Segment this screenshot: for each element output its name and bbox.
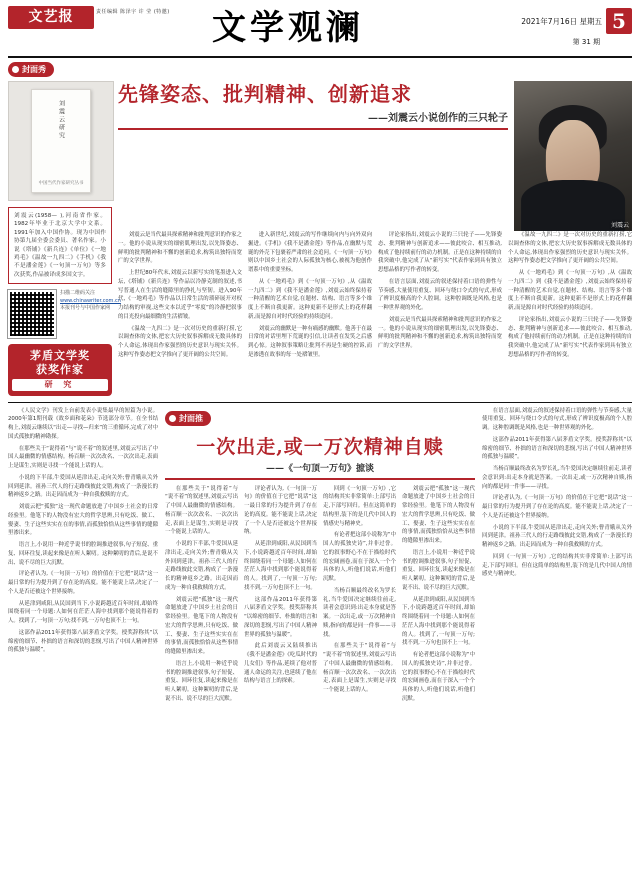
top-article-main xyxy=(118,81,632,396)
dot-icon xyxy=(169,415,176,422)
paragraph: 从延津到咸阳,从民国到当下,小说跨越近百年时间,却始终围绕着同一个母题:人如何在茫茫人海中找到那个能说得着的人。找到了,一句顶一万句;找不到,一万句也顶不上一句。 xyxy=(402,596,475,647)
page-title: 文学观澜 xyxy=(212,8,364,48)
photo-caption: 刘震云 xyxy=(610,222,629,229)
paragraph: 在语言层面,刘震云的叙述保持着口语的弹性与节奏感,大量使用重复、回环与绕口令式的句式,形成了辨识度极高的个人腔调。这种腔调既是风格,也是一种世界观的外化。 xyxy=(378,278,502,311)
paragraph: 评论者认为,《一句顶一万句》的价值在于它把“说话”这一最日常的行为提升到了存在论的高度。能不能说上话,决定了一个人是否还被这个世界接纳。 xyxy=(8,571,158,595)
left-rail xyxy=(8,81,121,396)
paragraph: 此后刘震云又陆续推出《我不是潘金莲》《吃瓜时代的儿女们》等作品,延续了他对普通人命运的关注,也延续了他在结构与语言上的探索。 xyxy=(244,643,317,685)
paragraph: 小说的下半部,牛爱国从延津出走,走向关外;曹青娥从关外回到延津。祖孙三代人的行走路线彼此交错,构成了一条漫长的精神返乡之路。出走因而成为一种自我救赎的方式。 xyxy=(8,474,158,499)
bottom-headline: 一次出走,或一万次精神自赎 xyxy=(196,435,444,458)
qr-line-1: 扫描二维码关注 xyxy=(60,290,96,297)
masthead xyxy=(8,6,632,58)
portrait-body xyxy=(521,180,625,231)
bottom-column-2 xyxy=(244,485,317,687)
qr-website-link[interactable]: www.chinawriter.com.cn xyxy=(60,297,121,304)
paragraph: 评论者认为,《一句顶一万句》的价值在于它把“说话”这一最日常的行为提升到了存在论的高度。能不能说上话,决定了一个人是否还被这个世界接纳。 xyxy=(482,495,632,519)
qr-code-icon[interactable] xyxy=(8,290,56,338)
section-tag-bottom xyxy=(165,411,211,426)
accent-rule-bottom xyxy=(165,478,475,480)
section-tag-top-label: 封面秀 xyxy=(22,65,46,74)
top-body-columns xyxy=(118,231,632,363)
page-number-badge: 5 xyxy=(606,8,632,34)
award-badge-line-2: 获奖作家 xyxy=(36,362,84,376)
paragraph: 《温故一九四二》是一次对历史的重新打捞,它以调查体的文体,把宏大历史叙事拆解成无数具体的个人命运,体现出作家强烈的历史意识与现实关怀。这种写作姿态把文学推向了更开阔的公共空间。 xyxy=(118,325,242,358)
bottom-column-3 xyxy=(323,485,396,695)
bottom-intro-text xyxy=(8,407,158,656)
bottom-subhead: ——《一句顶一万句》摭谈 xyxy=(265,463,374,474)
body-column-4 xyxy=(508,231,632,360)
paragraph: 刘震云是当代最具探索精神和批判意识的作家之一。他的小说从现实的细密肌理出发,以先锋姿态、鲜明的批判精神和不懈的创新追求,构筑出独特而宽广的文学世界。 xyxy=(118,232,243,265)
paragraph: 当杨百顺最终改名为罗长礼,当牛爱国决定继续往前走,读者会意识到:出走本身就是答案。一次出走,或一万次精神自赎,指向的都是同一件事——寻找。 xyxy=(323,587,396,638)
bottom-column-1 xyxy=(165,485,238,704)
section-tag-top xyxy=(8,62,54,77)
bottom-left-column xyxy=(8,407,158,707)
award-badge-line-1: 茅盾文学奖 xyxy=(30,349,90,363)
paragraph: 《人民文学》刊发上台前发表小说集最早的短篇为小说。2000年第1期刊载《故乡面和花朵》节选部分章节。在全书结构上,刘震云继续以“出走—寻找—归来”的三重循环,完成了对中国式孤独的精神勘探。 xyxy=(8,407,158,440)
bottom-main-column xyxy=(165,407,475,707)
paragraph: 《温故一九四二》是一次对历史的重新打捞,它以调查体的文体,把宏大历史叙事拆解成无数具体的个人命运,体现出作家强烈的历史意识与现实关怀。这种写作姿态把文学推向了更开阔的公共空间。 xyxy=(508,232,632,265)
paragraph: 刘震云的幽默是一种有痛感的幽默。他善于在最日常的对话里埋下荒诞的引信,让读者在发笑之后感到心惊。这种叙事策略让批判不再是生硬的控诉,而是渗透在故事的每一处褶皱里。 xyxy=(248,325,373,358)
body-column-1 xyxy=(118,231,242,360)
paragraph: 刘震云是当代最具探索精神和批判意识的作家之一。他的小说从现实的细密肌理出发,以先锋姿态、鲜明的批判精神和不懈的创新追求,构筑出独特而宽广的文学世界。 xyxy=(378,316,503,349)
award-badge xyxy=(8,344,112,396)
award-badge-line-3: 研 究 xyxy=(12,379,108,391)
dot-icon xyxy=(12,66,19,73)
paragraph: 评论者认为,《一句顶一万句》的价值在于它把“说话”这一最日常的行为提升到了存在论的高度。能不能说上话,决定了一个人是否还被这个世界接纳。 xyxy=(244,485,317,536)
paragraph: 这部作品2011年获得第八届茅盾文学奖。授奖辞称其“以绵密的细节、朴拙的语言和深切的悲悯,写出了中国人精神世界的孤独与温暖”。 xyxy=(482,436,632,461)
paragraph: 进入新世纪,刘震云的写作继续向内与向外双向掘进。《手机》《我不是潘金莲》等作品,在幽默与荒诞的外壳下包裹着严肃的社会追问。《一句顶一万句》则以中国乡土社会的人际孤独为核心,被视为他创作谱系中的重要坐标。 xyxy=(248,232,372,273)
author-bio-box xyxy=(8,207,112,284)
book-spine-title: 刘震云研究 xyxy=(57,100,65,141)
paragraph: 有论者把这部小说称为“中国人的孤独史诗”,并非过誉。它的叙事野心不在于描绘时代的宏阔画卷,而在于深入一个个具体的人,听他们说话,听他们沉默。 xyxy=(402,652,475,702)
body-column-2 xyxy=(248,231,372,360)
bottom-article xyxy=(8,407,632,707)
paragraph: 语言上,小说用一种近乎说书的腔调推进叙事,句子短促、重复、回环往复,读起来像是在听人絮叨。这种絮叨的背后,是说不出、说不尽的巨大沉默。 xyxy=(165,660,238,702)
paragraph: 从延津到咸阳,从民国到当下,小说跨越近百年时间,却始终围绕着同一个母题:人如何在茫茫人海中找到那个能说得着的人。找到了,一句顶一万句;找不到,一万句也顶不上一句。 xyxy=(8,600,158,625)
paragraph: 从延津到咸阳,从民国到当下,小说跨越近百年时间,却始终围绕着同一个母题:人如何在茫茫人海中找到那个能说得着的人。找到了,一句顶一万句;找不到,一万句也顶不上一句。 xyxy=(244,541,317,591)
paragraph: 上世纪80年代末,刘震云以新写实的笔墨进入文坛,《塔铺》《新兵连》等作品以冷静克制的叙述,书写普通人在生活的缝隙里的挣扎与坚韧。进入90年代,《一地鸡毛》等作品以日常生活的琐碎展开对权力结构的审视,这些文本以近乎“零度”的冷静把叙事的目光投向最细微的生活褶皱。 xyxy=(118,270,242,320)
paragraph: 这部作品2011年获得第八届茅盾文学奖。授奖辞称其“以绵密的细节、朴拙的语言和深切的悲悯,写出了中国人精神世界的孤独与温暖”。 xyxy=(8,629,158,654)
section-divider xyxy=(8,402,632,403)
issue-number: 第 31 期 xyxy=(572,38,600,46)
paper-logo[interactable] xyxy=(8,6,94,29)
paragraph: 刘震云把“孤独”这一现代命题放进了中国乡土社会的日常经验里。他笔下的人物没有宏大的哲学思辨,只有吃饭、做工、娶妻、生子这些实实在在的事情,而孤独恰恰从这些事情的缝隙里渗出来。 xyxy=(8,504,158,537)
paragraph: 这部作品2011年获得第八届茅盾文学奖。授奖辞称其“以绵密的细节、朴拙的语言和深切的悲悯,写出了中国人精神世界的孤独与温暖”。 xyxy=(244,596,317,638)
top-headline: 先锋姿态、批判精神、创新追求 xyxy=(118,82,412,106)
logo-text: 文艺报 xyxy=(28,9,74,25)
top-subhead: ——刘震云小说创作的三只轮子 xyxy=(368,113,508,124)
paragraph: 小说的下半部,牛爱国从延津出走,走向关外;曹青娥从关外回到延津。祖孙三代人的行走路线彼此交错,构成了一条漫长的精神返乡之路。出走因而成为一种自我救赎的方式。 xyxy=(165,541,238,591)
book-cover-image xyxy=(8,81,114,201)
paragraph: 在语言层面,刘震云的叙述保持着口语的弹性与节奏感,大量使用重复、回环与绕口令式的句式,形成了辨识度极高的个人腔调。这种腔调既是风格,也是一种世界观的外化。 xyxy=(482,407,632,432)
bottom-right-column xyxy=(482,407,632,707)
bottom-right-text xyxy=(482,407,632,580)
qr-line-3: 本报刊号与中国作家网 xyxy=(60,305,111,312)
paragraph: 有论者把这部小说称为“中国人的孤独史诗”,并非过誉。它的叙事野心不在于描绘时代的宏阔画卷,而在于深入一个个具体的人,听他们说话,听他们沉默。 xyxy=(323,532,396,583)
book-footer-text: 中国当代作家研究丛书 xyxy=(38,180,84,186)
paragraph: 从《一地鸡毛》到《一句顶一万句》,从《温故一九四二》到《我不是潘金莲》,刘震云始终保持着一种清醒的艺术自觉,在题材、结构、语言等多个维度上不断自我更新。这种更新不是形式上的花样翻新,而是源自对时代经验的持续追问。 xyxy=(508,270,632,311)
bottom-body-columns xyxy=(165,485,475,707)
accent-rule xyxy=(118,128,508,130)
paragraph: 当杨百顺最终改名为罗长礼,当牛爱国决定继续往前走,读者会意识到:出走本身就是答案。一次出走,或一万次精神自赎,指向的都是同一件事——寻找。 xyxy=(482,466,632,490)
section-tag-bottom-label: 封面推 xyxy=(179,413,203,423)
paragraph: 刘震云把“孤独”这一现代命题放进了中国乡土社会的日常经验里。他笔下的人物没有宏大的哲学思辨,只有吃饭、做工、娶妻、生子这些实实在在的事情,而孤独恰恰从这些事情的缝隙里渗出来。 xyxy=(165,596,238,656)
editor-credits: 责任编辑 陈泽宇 许 莹 (特邀) xyxy=(96,9,170,15)
top-article xyxy=(8,81,632,396)
qr-block xyxy=(8,290,121,338)
paragraph: 在那些关于“说得着”与“说不着”的叙述里,刘震云写出了中国人最幽微的情感结构。杨百顺一次次改名、一次次出走,表面上是谋生,实则是寻找一个能说上话的人。 xyxy=(8,445,158,470)
paragraph: 从《一地鸡毛》到《一句顶一万句》,从《温故一九四二》到《我不是潘金莲》,刘震云始终保持着一种清醒的艺术自觉,在题材、结构、语言等多个维度上不断自我更新。这种更新不是形式上的花样翻新,而是源自对时代经验的持续追问。 xyxy=(248,278,372,320)
masthead-center xyxy=(94,6,482,48)
paragraph: 在那些关于“说得着”与“说不着”的叙述里,刘震云写出了中国人最幽微的情感结构。杨百顺一次次改名、一次次出走,表面上是谋生,实则是寻找一个能说上话的人。 xyxy=(323,643,396,694)
paragraph: 回到《一句顶一万句》,它的结构其实非常简单:上部写出走,下部写回归。但在这简单的结构里,装下的是几代中国人的情感史与精神史。 xyxy=(482,553,632,578)
paragraph: 评论家指出,刘震云小说的三只轮子——先锋姿态、批判精神与创新追求——彼此咬合、相互推动,构成了他持续前行的动力机制。正是在这种持续的自我突破中,他完成了从“新写实”代表作家到具有独立思想品格的写作者的转变。 xyxy=(378,232,502,273)
paragraph: 语言上,小说用一种近乎说书的腔调推进叙事,句子短促、重复、回环往复,读起来像是在听人絮叨。这种絮叨的背后,是说不出、说不尽的巨大沉默。 xyxy=(8,542,158,566)
body-column-3 xyxy=(378,231,502,351)
paragraph: 刘震云把“孤独”这一现代命题放进了中国乡土社会的日常经验里。他笔下的人物没有宏大的哲学思辨,只有吃饭、做工、娶妻、生子这些实实在在的事情,而孤独恰恰从这些事情的缝隙里渗出来。 xyxy=(402,485,475,545)
paragraph: 评论家指出,刘震云小说的三只轮子——先锋姿态、批判精神与创新追求——彼此咬合、相互推动,构成了他持续前行的动力机制。正是在这种持续的自我突破中,他完成了从“新写实”代表作家到具有独立思想品格的写作者的转变。 xyxy=(508,316,632,358)
author-bio-text: 刘震云(1958— ),河南省作家。1982年毕业于北京大学中文系。1991年加入中国作协。现为中国作协第九届全委会委员、著名作家。小说《塔铺》《新兵连》《单位》《一地鸡毛》《温故一九四二》《手机》《我不是潘金莲》《一句顶一万句》等多次获奖,作品被译成多国文字。 xyxy=(14,213,106,278)
masthead-right xyxy=(482,6,632,47)
paragraph: 在那些关于“说得着”与“说不着”的叙述里,刘震云写出了中国人最幽微的情感结构。杨百顺一次次改名、一次次出走,表面上是谋生,实则是寻找一个能说上话的人。 xyxy=(165,485,238,536)
author-portrait xyxy=(514,81,632,231)
bottom-column-4 xyxy=(402,485,475,704)
paragraph: 回到《一句顶一万句》,它的结构其实非常简单:上部写出走,下部写回归。但在这简单的结构里,装下的是几代中国人的情感史与精神史。 xyxy=(323,485,396,527)
paragraph: 语言上,小说用一种近乎说书的腔调推进叙事,句子短促、重复、回环往复,读起来像是在听人絮叨。这种絮叨的背后,是说不出、说不尽的巨大沉默。 xyxy=(402,549,475,591)
publication-date: 2021年7月16日 星期五 xyxy=(521,16,602,26)
paragraph: 小说的下半部,牛爱国从延津出走,走向关外;曹青娥从关外回到延津。祖孙三代人的行走路线彼此交错,构成了一条漫长的精神返乡之路。出走因而成为一种自我救赎的方式。 xyxy=(482,524,632,549)
